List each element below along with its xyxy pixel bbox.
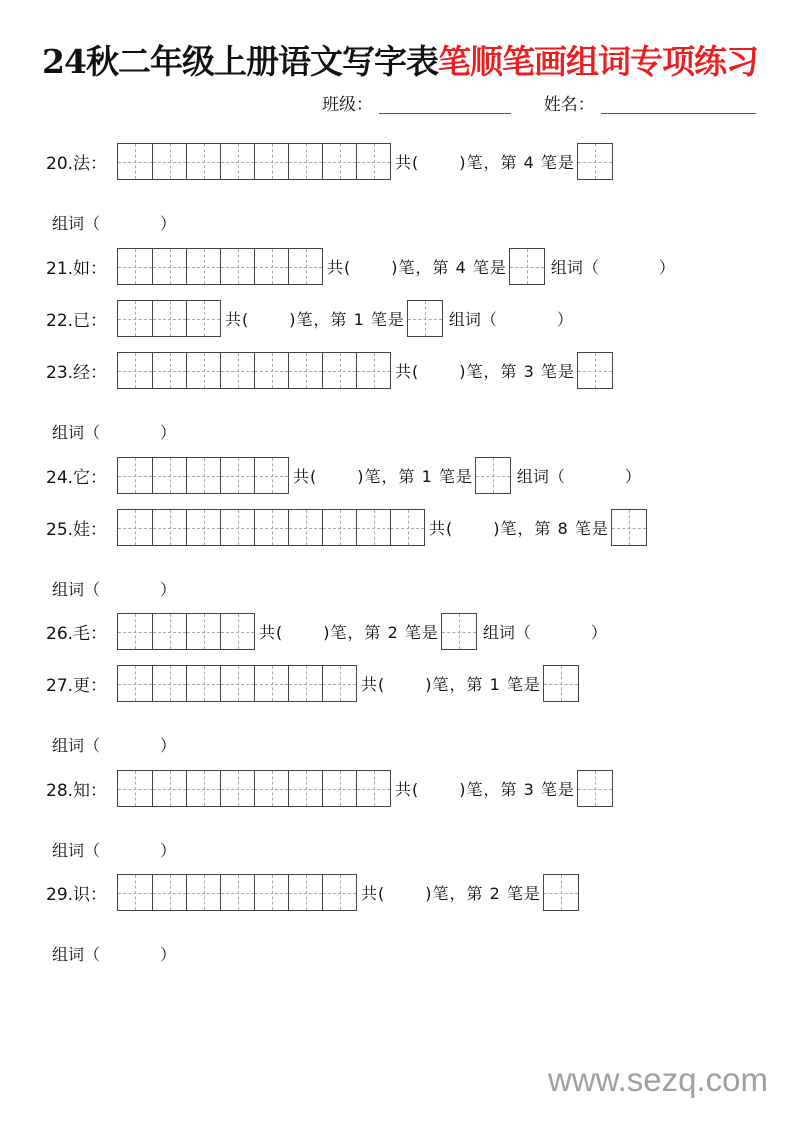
stroke-cell[interactable] — [390, 510, 424, 545]
stroke-cell[interactable] — [322, 510, 356, 545]
stroke-cell[interactable] — [288, 875, 322, 910]
stroke-cell[interactable] — [288, 144, 322, 179]
stroke-cell[interactable] — [254, 666, 288, 701]
stroke-question: 共( )笔，第 1 笔是 — [361, 675, 541, 694]
stroke-cell[interactable] — [220, 353, 254, 388]
stroke-cell[interactable] — [186, 458, 220, 493]
stroke-cell[interactable] — [288, 666, 322, 701]
item-label: 26.毛： — [46, 624, 108, 644]
stroke-cell[interactable] — [118, 510, 152, 545]
stroke-cell[interactable] — [152, 458, 186, 493]
stroke-cell[interactable] — [288, 771, 322, 806]
stroke-grid — [117, 874, 357, 911]
stroke-cell[interactable] — [288, 353, 322, 388]
stroke-cell[interactable] — [356, 771, 390, 806]
exercise-row — [46, 613, 607, 650]
stroke-cell[interactable] — [288, 510, 322, 545]
exercise-row — [46, 248, 675, 285]
word-blank[interactable]: 组词（ ） — [52, 580, 177, 599]
stroke-grid — [117, 300, 221, 337]
stroke-cell[interactable] — [356, 144, 390, 179]
stroke-cell[interactable] — [578, 353, 612, 388]
stroke-cell[interactable] — [220, 666, 254, 701]
stroke-cell[interactable] — [186, 510, 220, 545]
stroke-cell[interactable] — [254, 875, 288, 910]
stroke-grid — [117, 143, 391, 180]
stroke-cell[interactable] — [254, 458, 288, 493]
item-label: 25.娃： — [46, 520, 108, 540]
exercise-row — [46, 770, 613, 807]
stroke-grid — [117, 248, 323, 285]
stroke-cell[interactable] — [322, 875, 356, 910]
stroke-cell[interactable] — [322, 353, 356, 388]
stroke-cell[interactable] — [220, 458, 254, 493]
stroke-cell[interactable] — [186, 875, 220, 910]
word-blank[interactable]: 组词（ ） — [482, 623, 607, 642]
item-label: 22.已： — [46, 311, 108, 331]
stroke-cell[interactable] — [544, 666, 578, 701]
exercise-row — [46, 143, 613, 180]
nth-stroke-cell — [577, 352, 613, 389]
stroke-cell[interactable] — [220, 144, 254, 179]
stroke-grid — [117, 613, 255, 650]
stroke-cell[interactable] — [442, 614, 476, 649]
stroke-cell[interactable] — [322, 144, 356, 179]
exercise-row — [46, 457, 641, 494]
stroke-cell[interactable] — [186, 353, 220, 388]
nth-stroke-cell — [543, 874, 579, 911]
stroke-cell[interactable] — [254, 771, 288, 806]
class-field[interactable] — [379, 95, 511, 114]
nth-stroke-cell — [577, 143, 613, 180]
student-info — [322, 90, 756, 115]
stroke-cell[interactable] — [186, 249, 220, 284]
stroke-cell[interactable] — [578, 771, 612, 806]
exercise-row — [46, 300, 573, 337]
nth-stroke-cell — [475, 457, 511, 494]
stroke-cell[interactable] — [152, 353, 186, 388]
stroke-cell[interactable] — [612, 510, 646, 545]
stroke-question: 共( )笔，第 4 笔是 — [327, 258, 507, 277]
stroke-cell[interactable] — [186, 666, 220, 701]
stroke-cell[interactable] — [118, 249, 152, 284]
stroke-cell[interactable] — [356, 353, 390, 388]
stroke-cell[interactable] — [186, 144, 220, 179]
nth-stroke-cell — [611, 509, 647, 546]
nth-stroke-cell — [577, 770, 613, 807]
nth-stroke-cell — [441, 613, 477, 650]
stroke-question: 共( )笔，第 2 笔是 — [259, 623, 439, 642]
stroke-cell[interactable] — [254, 249, 288, 284]
stroke-question: 共( )笔，第 4 笔是 — [395, 153, 575, 172]
stroke-cell[interactable] — [152, 771, 186, 806]
stroke-question: 共( )笔，第 1 笔是 — [293, 467, 473, 486]
stroke-cell[interactable] — [118, 666, 152, 701]
word-blank[interactable]: 组词（ ） — [52, 214, 177, 233]
class-label: 班级： — [322, 95, 373, 115]
stroke-cell[interactable] — [118, 614, 152, 649]
word-blank[interactable]: 组词（ ） — [448, 310, 573, 329]
nth-stroke-cell — [543, 665, 579, 702]
stroke-cell[interactable] — [118, 353, 152, 388]
stroke-cell[interactable] — [220, 771, 254, 806]
stroke-cell[interactable] — [118, 771, 152, 806]
title-red: 笔顺笔画组词专项练习 — [437, 42, 758, 81]
stroke-cell[interactable] — [578, 144, 612, 179]
stroke-cell[interactable] — [220, 249, 254, 284]
stroke-grid — [117, 770, 391, 807]
stroke-grid — [117, 509, 425, 546]
stroke-cell[interactable] — [220, 875, 254, 910]
stroke-cell[interactable] — [408, 301, 442, 336]
stroke-cell[interactable] — [152, 144, 186, 179]
stroke-cell[interactable] — [152, 510, 186, 545]
item-label: 29.识： — [46, 885, 108, 905]
stroke-cell[interactable] — [356, 510, 390, 545]
title-black: 24秋二年级上册语文写字表 — [42, 42, 438, 81]
stroke-cell[interactable] — [118, 875, 152, 910]
nth-stroke-cell — [407, 300, 443, 337]
stroke-cell[interactable] — [544, 875, 578, 910]
exercise-row — [46, 352, 613, 389]
stroke-cell[interactable] — [254, 510, 288, 545]
stroke-cell[interactable] — [152, 249, 186, 284]
page-title — [0, 36, 800, 83]
item-label: 27.更： — [46, 676, 108, 696]
stroke-cell[interactable] — [186, 301, 220, 336]
stroke-question: 共( )笔，第 2 笔是 — [361, 884, 541, 903]
stroke-question: 共( )笔，第 3 笔是 — [395, 780, 575, 799]
word-blank[interactable]: 组词（ ） — [52, 736, 177, 755]
nth-stroke-cell — [509, 248, 545, 285]
stroke-question: 共( )笔，第 1 笔是 — [225, 310, 405, 329]
stroke-cell[interactable] — [254, 144, 288, 179]
stroke-question: 共( )笔，第 8 笔是 — [429, 519, 609, 538]
stroke-cell[interactable] — [254, 353, 288, 388]
item-label: 21.如： — [46, 259, 108, 279]
stroke-cell[interactable] — [152, 875, 186, 910]
stroke-cell[interactable] — [220, 510, 254, 545]
stroke-cell[interactable] — [288, 249, 322, 284]
item-label: 28.知： — [46, 781, 108, 801]
item-label: 24.它： — [46, 468, 108, 488]
stroke-cell[interactable] — [476, 458, 510, 493]
stroke-cell[interactable] — [118, 458, 152, 493]
name-field[interactable] — [601, 95, 756, 114]
stroke-cell[interactable] — [322, 666, 356, 701]
stroke-cell[interactable] — [118, 144, 152, 179]
exercise-row — [46, 665, 579, 702]
stroke-cell[interactable] — [152, 301, 186, 336]
watermark: www.sezq.com — [547, 1061, 768, 1098]
stroke-grid — [117, 457, 289, 494]
stroke-question: 共( )笔，第 3 笔是 — [395, 362, 575, 381]
word-blank[interactable]: 组词（ ） — [550, 258, 675, 277]
item-label: 23.经： — [46, 363, 108, 383]
exercise-row — [46, 874, 579, 911]
stroke-cell[interactable] — [322, 771, 356, 806]
word-blank[interactable]: 组词（ ） — [52, 423, 177, 442]
name-label: 姓名： — [543, 95, 595, 115]
stroke-grid — [117, 665, 357, 702]
stroke-cell[interactable] — [118, 301, 152, 336]
word-blank[interactable]: 组词（ ） — [52, 841, 177, 860]
stroke-cell[interactable] — [186, 771, 220, 806]
stroke-cell[interactable] — [152, 666, 186, 701]
word-blank[interactable]: 组词（ ） — [52, 945, 177, 964]
item-label: 20.法： — [46, 154, 108, 174]
stroke-cell[interactable] — [510, 249, 544, 284]
word-blank[interactable]: 组词（ ） — [516, 467, 641, 486]
stroke-cell[interactable] — [220, 614, 254, 649]
exercise-row — [46, 509, 647, 546]
stroke-grid — [117, 352, 391, 389]
stroke-cell[interactable] — [152, 614, 186, 649]
stroke-cell[interactable] — [186, 614, 220, 649]
